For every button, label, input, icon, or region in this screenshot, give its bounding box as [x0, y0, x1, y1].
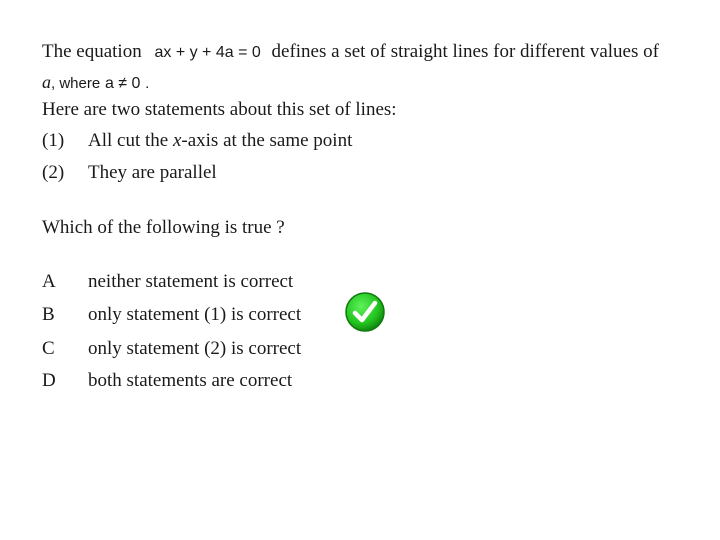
period: .: [145, 75, 150, 92]
condition: a ≠ 0: [104, 75, 141, 92]
statements-intro: Here are two statements about this set of lines:: [42, 99, 397, 120]
variable-a: a: [42, 72, 51, 92]
question-suffix: defines a set of straight lines for different values of: [271, 41, 659, 62]
option-text: only statement (2) is correct: [88, 338, 302, 359]
option-text: neither statement is correct: [88, 271, 294, 292]
option-letter: C: [42, 338, 55, 359]
option-text: only statement (1) is correct: [88, 304, 302, 325]
checkmark-icon: [344, 291, 386, 333]
option-letter: B: [42, 304, 55, 325]
statement-2: [42, 161, 217, 185]
option-a[interactable]: [42, 270, 293, 294]
option-b[interactable]: [42, 303, 301, 327]
statement-number: (2): [42, 162, 65, 183]
question-line-1: [42, 40, 659, 65]
statement-text: They are parallel: [88, 162, 217, 183]
question-prompt: Which of the following is true ?: [42, 217, 285, 238]
question-line-2: [42, 70, 149, 96]
option-d[interactable]: [42, 369, 292, 393]
statement-1: [42, 129, 352, 153]
equation: ax + y + 4a = 0: [154, 44, 261, 61]
statement-text: All cut the x-axis at the same point: [88, 130, 353, 151]
option-letter: D: [42, 370, 56, 391]
option-c[interactable]: [42, 337, 301, 361]
option-text: both statements are correct: [88, 370, 293, 391]
question-prefix: The equation: [42, 41, 142, 62]
where-text: , where: [51, 75, 101, 92]
statement-number: (1): [42, 130, 65, 151]
option-letter: A: [42, 271, 56, 292]
